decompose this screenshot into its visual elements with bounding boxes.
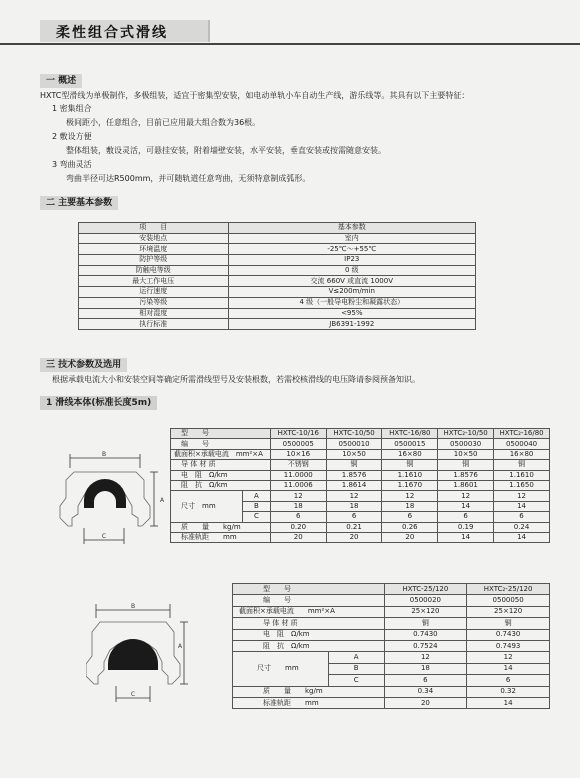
cell: 铜	[382, 460, 438, 470]
table-row	[233, 652, 550, 663]
cell: 铜	[438, 460, 494, 470]
param-value: IP23	[228, 255, 475, 266]
feature-3-title: 3 弯曲灵活	[52, 160, 92, 169]
cell: 20	[384, 697, 467, 708]
profile-drawing-1	[54, 448, 166, 554]
rail-spec-table-1	[170, 428, 550, 543]
cell: 0500015	[382, 439, 438, 449]
param-name: 环境温度	[79, 244, 229, 255]
table-row	[171, 532, 550, 542]
cell: 14	[438, 501, 494, 511]
param-value: <95%	[228, 308, 475, 319]
dim-key: A	[328, 652, 384, 663]
row-label: 尺寸 mm	[171, 491, 243, 522]
cell: 0.24	[494, 522, 550, 532]
cell: 1.1650	[494, 480, 550, 490]
cell: 铜	[384, 618, 467, 629]
cell: 1.1610	[494, 470, 550, 480]
cell: 6	[494, 512, 550, 522]
table-row	[79, 244, 476, 255]
cell: 0.34	[384, 686, 467, 697]
row-label: 截面积×承载电流 mm²×A	[233, 606, 385, 617]
cell: 12	[270, 491, 326, 501]
table-row	[233, 697, 550, 708]
cell: 0500030	[438, 439, 494, 449]
table-row	[171, 449, 550, 459]
table-row	[233, 629, 550, 640]
param-name: 最大工作电压	[79, 276, 229, 287]
cell: 14	[494, 501, 550, 511]
profile-drawing-2	[86, 600, 190, 710]
table-header-row	[79, 223, 476, 234]
table-row	[79, 319, 476, 330]
cell: 0.32	[467, 686, 550, 697]
feature-2-title: 2 敷设方便	[52, 132, 92, 141]
param-value: 0 级	[228, 265, 475, 276]
table-row	[79, 287, 476, 298]
label-b: B	[101, 451, 107, 458]
param-value: JB6391-1992	[228, 319, 475, 330]
row-label: 编 号	[171, 439, 271, 449]
section-2-heading: 二 主要基本参数	[40, 196, 118, 210]
row-label: 标准轨距 mm	[171, 532, 271, 542]
cell: 6	[382, 512, 438, 522]
cell: 0.7430	[384, 629, 467, 640]
table-row	[233, 686, 550, 697]
table-row	[171, 480, 550, 490]
param-value: 交流 660V 或直流 1000V	[228, 276, 475, 287]
cell: 0.7493	[467, 640, 550, 651]
cell: HXTC₂-16/80	[494, 429, 550, 439]
cell: 12	[382, 491, 438, 501]
cell: 14	[494, 532, 550, 542]
table-row	[171, 470, 550, 480]
cell: 1.8601	[438, 480, 494, 490]
label-a: A	[178, 643, 183, 650]
dim-key: B	[328, 663, 384, 674]
cell: HXTC₂-10/50	[438, 429, 494, 439]
cell: 10×50	[438, 449, 494, 459]
cell: 12	[384, 652, 467, 663]
label-b: B	[130, 603, 136, 610]
cell: 不锈钢	[270, 460, 326, 470]
cell: 0.26	[382, 522, 438, 532]
basic-params-table	[78, 222, 476, 330]
table-row	[233, 584, 550, 595]
table-row	[171, 460, 550, 470]
cell: 18	[384, 663, 467, 674]
row-label: 导 体 材 质	[233, 618, 385, 629]
cell: 0.7430	[467, 629, 550, 640]
row-label: 标准轨距 mm	[233, 697, 385, 708]
section-3-text: 根据承载电流大小和安装空间等确定所需滑线型号及安装根数，若需校核滑线的电压降请参阅预备知识。	[52, 375, 420, 384]
page-title: 柔性组合式滑线	[56, 25, 168, 41]
row-label: 型 号	[171, 429, 271, 439]
cell: 12	[438, 491, 494, 501]
title-rule	[0, 43, 580, 45]
header-value: 基本参数	[228, 223, 475, 234]
table-row	[79, 265, 476, 276]
cell: HXTC-16/80	[382, 429, 438, 439]
cell: 6	[438, 512, 494, 522]
dim-key: A	[242, 491, 270, 501]
cell: 0500020	[384, 595, 467, 606]
cell: 25×120	[467, 606, 550, 617]
table-row	[79, 276, 476, 287]
header-item: 项 目	[79, 223, 229, 234]
table-row	[233, 595, 550, 606]
cell: 6	[270, 512, 326, 522]
param-value: -25℃～+55℃	[228, 244, 475, 255]
table-row	[171, 491, 550, 501]
param-name: 运行速度	[79, 287, 229, 298]
rail-spec-table-2	[232, 583, 550, 709]
cell: 11.0006	[270, 480, 326, 490]
dim-key: B	[242, 501, 270, 511]
cell: 20	[382, 532, 438, 542]
cell: 12	[494, 491, 550, 501]
table-row	[79, 297, 476, 308]
row-label: 电 阻 Ω/km	[171, 470, 271, 480]
table-row	[171, 439, 550, 449]
cell: 25×120	[384, 606, 467, 617]
row-label: 尺寸 mm	[233, 652, 329, 686]
section-1-heading: 一 概述	[40, 74, 82, 88]
label-c: C	[101, 533, 107, 540]
param-value: V≤200m/min	[228, 287, 475, 298]
cell: 铜	[467, 618, 550, 629]
row-label: 质 量 kg/m	[233, 686, 385, 697]
row-label: 质 量 kg/m	[171, 522, 271, 532]
table-row	[233, 618, 550, 629]
cell: 18	[382, 501, 438, 511]
cell: 16×80	[382, 449, 438, 459]
row-label: 阻 抗 Ω/km	[233, 640, 385, 651]
param-name: 执行标准	[79, 319, 229, 330]
cell: 12	[326, 491, 382, 501]
cell: 1.8576	[438, 470, 494, 480]
feature-1-title: 1 密集组合	[52, 104, 92, 113]
cell: 0500005	[270, 439, 326, 449]
param-name: 污染等级	[79, 297, 229, 308]
cell: 6	[467, 675, 550, 686]
cell: 铜	[326, 460, 382, 470]
cell: 20	[326, 532, 382, 542]
dim-key: C	[242, 512, 270, 522]
cell: 0.19	[438, 522, 494, 532]
cell: 14	[467, 663, 550, 674]
section-1-intro: HXTC型滑线为单极制作，多极组装，适宜于密集型安装，如电动单轨小车自动生产线，游乐线等。其具有以下主要特征：	[40, 91, 470, 100]
cell: 0500040	[494, 439, 550, 449]
row-label: 截面积×承载电流 mm²×A	[171, 449, 271, 459]
cell: 18	[326, 501, 382, 511]
cell: 铜	[494, 460, 550, 470]
cell: 16×80	[494, 449, 550, 459]
cell: 1.8576	[326, 470, 382, 480]
table-row	[171, 522, 550, 532]
cell: 6	[326, 512, 382, 522]
label-a: A	[160, 497, 165, 504]
cell: 6	[384, 675, 467, 686]
cell: 0500050	[467, 595, 550, 606]
cell: 1.1610	[382, 470, 438, 480]
param-name: 安装地点	[79, 233, 229, 244]
conductor-shape	[84, 479, 126, 508]
param-name: 防护等级	[79, 255, 229, 266]
param-name: 相对湿度	[79, 308, 229, 319]
cell: HXTC-10/50	[326, 429, 382, 439]
feature-1-text: 极间距小，任意组合，目前已应用最大组合数为36根。	[66, 118, 261, 127]
dim-key: C	[328, 675, 384, 686]
cell: 18	[270, 501, 326, 511]
table-row	[233, 606, 550, 617]
table-row	[79, 255, 476, 266]
cell: 12	[467, 652, 550, 663]
subsection-heading: 1 滑线本体(标准长度5m)	[40, 396, 157, 410]
row-label: 编 号	[233, 595, 385, 606]
row-label: 电 阻 Ω/km	[233, 629, 385, 640]
cell: 0.21	[326, 522, 382, 532]
table-row	[233, 640, 550, 651]
table-row	[79, 308, 476, 319]
conductor-shape	[108, 639, 158, 670]
label-c: C	[130, 691, 136, 698]
row-label: 型 号	[233, 584, 385, 595]
row-label: 导 体 材 质	[171, 460, 271, 470]
feature-3-text: 弯曲半径可达R500mm，并可随轨道任意弯曲，无须特意制成弧形。	[66, 174, 311, 183]
cell: HXTC-25/120	[384, 584, 467, 595]
cell: 1.8614	[326, 480, 382, 490]
cell: 20	[270, 532, 326, 542]
cell: 14	[467, 697, 550, 708]
cell: 0.7524	[384, 640, 467, 651]
section-3-heading: 三 技术参数及选用	[40, 358, 127, 372]
table-row	[171, 429, 550, 439]
param-value: 室内	[228, 233, 475, 244]
cell: 14	[438, 532, 494, 542]
cell: 10×50	[326, 449, 382, 459]
cell: HXTC-10/16	[270, 429, 326, 439]
feature-2-text: 整体组装，敷设灵活，可悬挂安装，附着墙壁安装，水平安装，垂直安装或按需随意安装。	[66, 146, 386, 155]
cell: 1.1670	[382, 480, 438, 490]
row-label: 阻 抗 Ω/km	[171, 480, 271, 490]
table-row	[79, 233, 476, 244]
param-value: 4 级（一般导电粉尘和凝露状态）	[228, 297, 475, 308]
cell: 11.0000	[270, 470, 326, 480]
cell: 10×16	[270, 449, 326, 459]
cell: 0500010	[326, 439, 382, 449]
cell: 0.20	[270, 522, 326, 532]
param-name: 防触电等级	[79, 265, 229, 276]
cell: HXTC₂-25/120	[467, 584, 550, 595]
